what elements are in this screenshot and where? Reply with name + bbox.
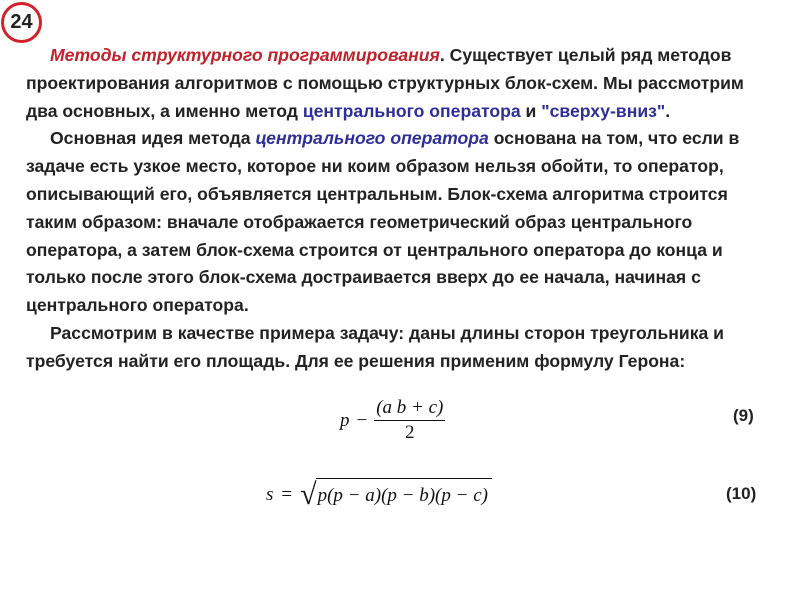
paragraph-intro-text-c: . (665, 100, 671, 121)
square-root (300, 478, 492, 512)
paragraph-intro-text-b: и (520, 100, 542, 121)
body-text (26, 42, 776, 376)
term-top-down: "сверху-вниз" (541, 100, 666, 121)
formula-s-radicand: p(p − a)(p − b)(p − c) (316, 478, 492, 512)
formula-semiperimeter (340, 396, 445, 445)
paragraph-intro-text-a: . Существует целый ряд методов проектирования алгоритмов с помощью структурных блок-схем. Мы рассмотрим два основных, а именно метод (26, 45, 744, 121)
paragraph-main-idea (26, 125, 776, 320)
paragraph-example-text: Рассмотрим в качестве примера задачу: даны длины сторон треугольника и требуется найти его площадь. Для ее решения применим формулу Герона: (26, 322, 724, 371)
formula-s-lhs: s (266, 484, 274, 505)
paragraph-example (26, 320, 776, 376)
formula-heron (266, 478, 492, 512)
equation-number-9: (9) (733, 406, 754, 425)
paragraph-main-idea-text-a: Основная идея метода (50, 128, 256, 149)
formula-p-fraction (374, 396, 445, 445)
formula-p-denominator: 2 (405, 422, 415, 443)
equation-number-10: (10) (726, 484, 757, 503)
formula-s-eq-sign: = (281, 484, 293, 505)
radical-sign: √ (300, 478, 317, 511)
paragraph-main-idea-text-b: основана на том, что если в задаче есть узкое место, которое ни коим образом нельзя обойти, то оператор, описывающий его, объявляется центральным. Блок-схема алгоритма строится таким образом: вначале отображается геометрический образ центрального оператора, а затем блок-схема строится от центрального оператора до конца и только после этого блок-схема достраивается вверх до ее начала, начиная с центрального оператора. (26, 128, 740, 316)
slide-number-badge (1, 2, 42, 43)
term-central-operator: центрального оператора (302, 100, 521, 121)
slide-number: 24 (10, 11, 33, 33)
methods-heading: Методы структурного программирования (50, 45, 440, 65)
formula-p-lhs: p (340, 409, 350, 431)
paragraph-intro (26, 42, 776, 125)
formula-p-numerator: (a b + c) (376, 397, 444, 418)
term-central-operator-italic: центрального оператора (255, 128, 489, 149)
formula-p-eq-sign: − (356, 409, 368, 431)
